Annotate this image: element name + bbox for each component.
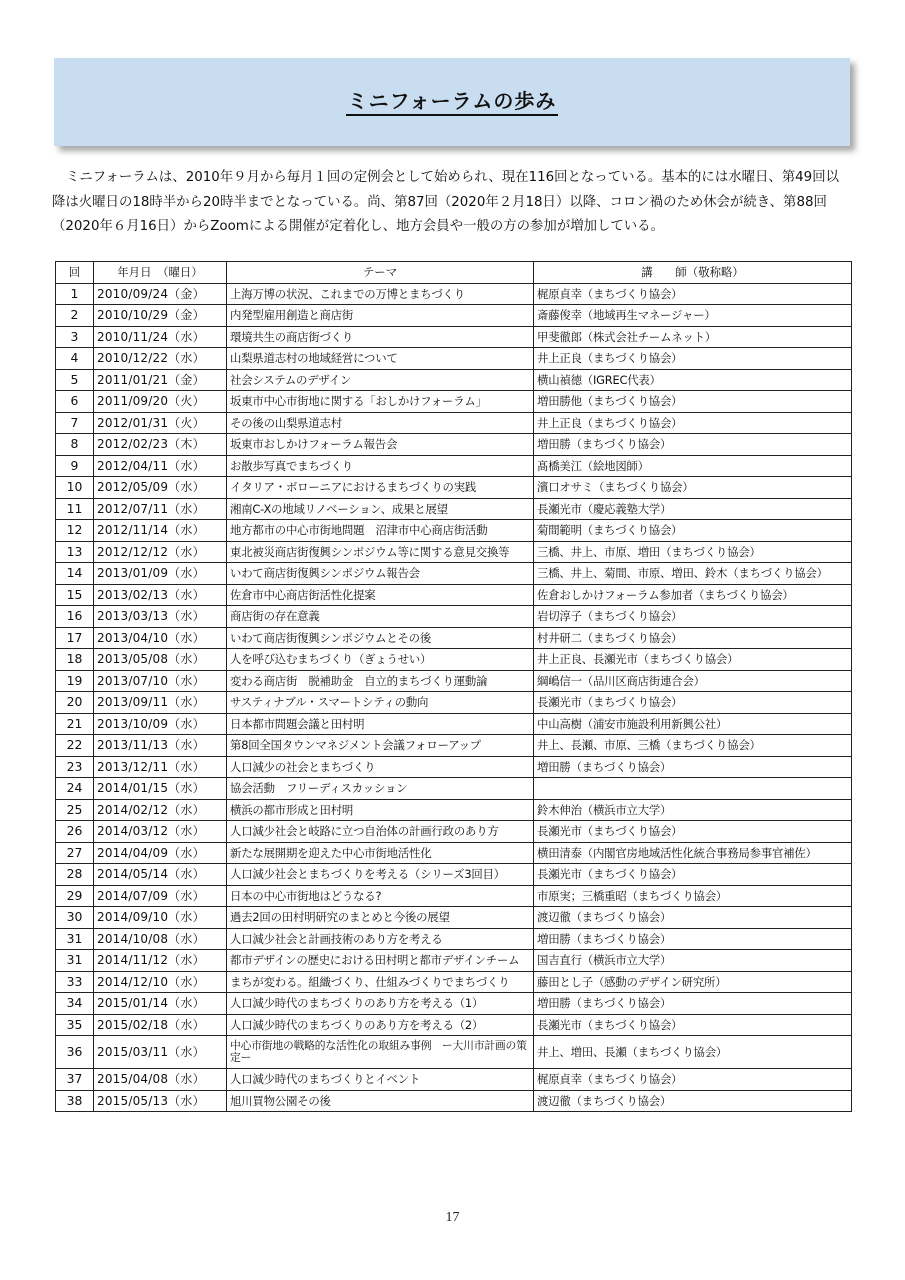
forum-history-table [55,261,852,1112]
cell-speaker: 井上正良（まちづくり協会） [534,412,852,434]
page-number: 17 [445,1210,460,1225]
table-row [56,993,852,1015]
table-row [56,821,852,843]
title-banner [54,58,850,146]
table-row [56,1069,852,1091]
table-row [56,434,852,456]
cell-speaker: 藤田とし子（感動のデザイン研究所） [534,971,852,993]
cell-theme: 人口減少社会と岐路に立つ自治体の計画行政のあり方 [227,821,534,843]
cell-theme: その後の山梨県道志村 [227,412,534,434]
cell-date: 2013/01/09（水） [94,563,227,585]
cell-date: 2013/05/08（水） [94,649,227,671]
cell-theme: 山梨県道志村の地域経営について [227,348,534,370]
cell-speaker: 市原実；三橋重昭（まちづくり協会） [534,885,852,907]
cell-speaker: 濱口オサミ（まちづくり協会） [534,477,852,499]
cell-theme: 社会システムのデザイン [227,369,534,391]
cell-date: 2014/03/12（水） [94,821,227,843]
table-row [56,520,852,542]
table-row [56,498,852,520]
cell-theme: イタリア・ボローニアにおけるまちづくりの実践 [227,477,534,499]
cell-date: 2010/10/29（金） [94,305,227,327]
cell-no: 26 [56,821,94,843]
cell-date: 2013/07/10（水） [94,670,227,692]
cell-theme: 人口減少の社会とまちづくり [227,756,534,778]
cell-theme: 人口減少時代のまちづくりのあり方を考える（2） [227,1014,534,1036]
table-row [56,563,852,585]
table-row [56,391,852,413]
cell-theme: 協会活動 フリーディスカッション [227,778,534,800]
header-speaker: 講 師（敬称略） [534,262,852,284]
cell-no: 21 [56,713,94,735]
cell-speaker: 増田勝（まちづくり協会） [534,756,852,778]
header-date: 年月日 （曜日） [94,262,227,284]
cell-theme: 横浜の都市形成と田村明 [227,799,534,821]
cell-theme: まちが変わる。組織づくり、仕組みづくりでまちづくり [227,971,534,993]
cell-no: 12 [56,520,94,542]
cell-theme: 佐倉市中心商店街活性化提案 [227,584,534,606]
cell-speaker: 井上、長瀬、市原、三橋（まちづくり協会） [534,735,852,757]
cell-no: 7 [56,412,94,434]
page-title: ミニフォーラムの歩み [346,89,559,116]
cell-theme: 日本の中心市街地はどうなる? [227,885,534,907]
table-row [56,907,852,929]
cell-speaker: 増田勝他（まちづくり協会） [534,391,852,413]
cell-no: 13 [56,541,94,563]
cell-date: 2012/04/11（水） [94,455,227,477]
table-row [56,670,852,692]
cell-date: 2010/12/22（水） [94,348,227,370]
cell-no: 34 [56,993,94,1015]
cell-date: 2011/09/20（火） [94,391,227,413]
table-row [56,692,852,714]
cell-speaker: 三橋、井上、菊間、市原、増田、鈴木（まちづくり協会） [534,563,852,585]
cell-speaker: 長瀬光市（まちづくり協会） [534,821,852,843]
cell-date: 2013/09/11（水） [94,692,227,714]
cell-date: 2013/03/13（水） [94,606,227,628]
cell-speaker: 長瀬光市（まちづくり協会） [534,1014,852,1036]
table-row [56,950,852,972]
cell-no: 14 [56,563,94,585]
cell-no: 2 [56,305,94,327]
cell-speaker: 井上正良（まちづくり協会） [534,348,852,370]
cell-theme: 新たな展開期を迎えた中心市街地活性化 [227,842,534,864]
table-row [56,713,852,735]
cell-date: 2014/04/09（水） [94,842,227,864]
cell-no: 29 [56,885,94,907]
cell-no: 30 [56,907,94,929]
cell-theme: 日本都市問題会議と田村明 [227,713,534,735]
cell-speaker: 国吉直行（横浜市立大学） [534,950,852,972]
cell-speaker: 長瀬光市（まちづくり協会） [534,864,852,886]
cell-theme: 過去2回の田村明研究のまとめと今後の展望 [227,907,534,929]
cell-no: 25 [56,799,94,821]
cell-theme: 商店街の存在意義 [227,606,534,628]
cell-date: 2013/04/10（水） [94,627,227,649]
cell-no: 6 [56,391,94,413]
cell-theme: 第8回全国タウンマネジメント会議フォローアップ [227,735,534,757]
table-row [56,283,852,305]
table-row [56,477,852,499]
cell-date: 2012/12/12（水） [94,541,227,563]
cell-theme: 中心市街地の戦略的な活性化の取組み事例 ー大川市計画の策定ー [227,1036,534,1069]
cell-speaker [534,778,852,800]
cell-speaker: 鈴木伸治（横浜市立大学） [534,799,852,821]
cell-speaker: 井上正良、長瀬光市（まちづくり協会） [534,649,852,671]
cell-theme: 上海万博の状況、これまでの万博とまちづくり [227,283,534,305]
cell-date: 2015/01/14（水） [94,993,227,1015]
table-row [56,584,852,606]
cell-theme: 人口減少時代のまちづくりのあり方を考える（1） [227,993,534,1015]
cell-speaker: 佐倉おしかけフォーラム参加者（まちづくり協会） [534,584,852,606]
cell-date: 2015/05/13（水） [94,1090,227,1112]
cell-date: 2012/05/09（水） [94,477,227,499]
cell-date: 2011/01/21（金） [94,369,227,391]
cell-no: 37 [56,1069,94,1091]
table-row [56,778,852,800]
table-row [56,541,852,563]
cell-no: 1 [56,283,94,305]
cell-theme: いわて商店街復興シンポジウム報告会 [227,563,534,585]
cell-speaker: 渡辺徹（まちづくり協会） [534,907,852,929]
cell-theme: 旭川買物公園その後 [227,1090,534,1112]
cell-date: 2012/11/14（水） [94,520,227,542]
cell-date: 2015/04/08（水） [94,1069,227,1091]
cell-speaker: 増田勝（まちづくり協会） [534,993,852,1015]
cell-no: 28 [56,864,94,886]
table-header-row [56,262,852,284]
table-row [56,1036,852,1069]
intro-text: ミニフォーラムは、2010年９月から毎月１回の定例会として始められ、現在116回となっている。基本的には水曜日、第49回以降は火曜日の18時半から20時半までとなっている。尚、第87回（2020年２月18日）以降、コロン禍のため休会が続き、第88回（2020年６月16日）からZoomによる開催が定着化し、地方会員や一般の方の参加が増加している。 [52,170,839,234]
cell-theme: サスティナブル・スマートシティの動向 [227,692,534,714]
cell-no: 22 [56,735,94,757]
cell-speaker: 菊間範明（まちづくり協会） [534,520,852,542]
cell-speaker: 斎藤俊幸（地域再生マネージャー） [534,305,852,327]
cell-no: 20 [56,692,94,714]
cell-no: 17 [56,627,94,649]
cell-speaker: 井上、増田、長瀬（まちづくり協会） [534,1036,852,1069]
table-row [56,1090,852,1112]
cell-date: 2014/02/12（水） [94,799,227,821]
cell-date: 2010/09/24（金） [94,283,227,305]
cell-speaker: 中山高樹（浦安市施設利用新興公社） [534,713,852,735]
cell-theme: 地方都市の中心市街地問題 沼津市中心商店街活動 [227,520,534,542]
cell-date: 2014/01/15（水） [94,778,227,800]
cell-speaker: 梶原貞幸（まちづくり協会） [534,1069,852,1091]
cell-theme: 東北被災商店街復興シンポジウム等に関する意見交換等 [227,541,534,563]
cell-no: 11 [56,498,94,520]
cell-no: 36 [56,1036,94,1069]
cell-date: 2013/11/13（水） [94,735,227,757]
cell-date: 2013/12/11（水） [94,756,227,778]
cell-date: 2012/07/11（水） [94,498,227,520]
cell-theme: 坂東市おしかけフォーラム報告会 [227,434,534,456]
table-row [56,348,852,370]
cell-theme: 湘南C-Xの地域リノベーション、成果と展望 [227,498,534,520]
cell-speaker: 甲斐徹郎（株式会社チームネット） [534,326,852,348]
cell-speaker: 増田勝（まちづくり協会） [534,434,852,456]
cell-speaker: 渡辺徹（まちづくり協会） [534,1090,852,1112]
cell-theme: 人口減少社会と計画技術のあり方を考える [227,928,534,950]
cell-speaker: 長瀬光市（まちづくり協会） [534,692,852,714]
cell-speaker: 横田清泰（内閣官房地域活性化統合事務局参事官補佐） [534,842,852,864]
table-row [56,369,852,391]
table-row [56,455,852,477]
cell-date: 2015/02/18（水） [94,1014,227,1036]
cell-no: 4 [56,348,94,370]
cell-theme: 人口減少社会とまちづくりを考える（シリーズ3回目） [227,864,534,886]
cell-theme: 変わる商店街 脱補助金 自立的まちづくり運動論 [227,670,534,692]
table-row [56,885,852,907]
cell-date: 2014/05/14（水） [94,864,227,886]
cell-speaker: 梶原貞幸（まちづくり協会） [534,283,852,305]
cell-date: 2015/03/11（水） [94,1036,227,1069]
header-theme: テーマ [227,262,534,284]
cell-no: 23 [56,756,94,778]
cell-no: 24 [56,778,94,800]
cell-date: 2014/09/10（水） [94,907,227,929]
cell-speaker: 三橋、井上、市原、増田（まちづくり協会） [534,541,852,563]
cell-date: 2012/01/31（火） [94,412,227,434]
cell-speaker: 髙橋美江（絵地図師） [534,455,852,477]
cell-no: 31 [56,950,94,972]
cell-date: 2013/10/09（水） [94,713,227,735]
intro-paragraph [52,166,852,240]
cell-no: 19 [56,670,94,692]
cell-no: 5 [56,369,94,391]
cell-speaker: 長瀬光市（慶応義塾大学） [534,498,852,520]
cell-no: 38 [56,1090,94,1112]
cell-date: 2010/11/24（水） [94,326,227,348]
cell-theme: いわて商店街復興シンポジウムとその後 [227,627,534,649]
cell-theme: 坂東市中心市街地に関する「おしかけフォーラム」 [227,391,534,413]
cell-no: 18 [56,649,94,671]
cell-date: 2012/02/23（木） [94,434,227,456]
cell-speaker: 横山禎徳（IGREC代表） [534,369,852,391]
cell-no: 15 [56,584,94,606]
cell-no: 31 [56,928,94,950]
table-row [56,799,852,821]
cell-theme: 人を呼び込むまちづくり（ぎょうせい） [227,649,534,671]
table-row [56,864,852,886]
table-row [56,1014,852,1036]
cell-date: 2014/07/09（水） [94,885,227,907]
table-row [56,412,852,434]
table-row [56,756,852,778]
cell-no: 3 [56,326,94,348]
cell-no: 35 [56,1014,94,1036]
table-row [56,305,852,327]
table-row [56,606,852,628]
cell-theme: 都市デザインの歴史における田村明と都市デザインチーム [227,950,534,972]
cell-no: 16 [56,606,94,628]
cell-speaker: 岩切淳子（まちづくり協会） [534,606,852,628]
cell-date: 2014/10/08（水） [94,928,227,950]
table-row [56,649,852,671]
cell-no: 9 [56,455,94,477]
cell-theme: お散歩写真でまちづくり [227,455,534,477]
table-row [56,627,852,649]
table-row [56,326,852,348]
cell-theme: 内発型雇用創造と商店街 [227,305,534,327]
table-row [56,928,852,950]
cell-speaker: 増田勝（まちづくり協会） [534,928,852,950]
cell-no: 10 [56,477,94,499]
cell-speaker: 村井研二（まちづくり協会） [534,627,852,649]
cell-date: 2014/12/10（水） [94,971,227,993]
cell-no: 8 [56,434,94,456]
cell-date: 2013/02/13（水） [94,584,227,606]
cell-date: 2014/11/12（水） [94,950,227,972]
table-row [56,735,852,757]
cell-speaker: 綱嶋信一（品川区商店街連合会） [534,670,852,692]
cell-no: 33 [56,971,94,993]
table-row [56,971,852,993]
cell-theme: 人口減少時代のまちづくりとイベント [227,1069,534,1091]
table-row [56,842,852,864]
header-no: 回 [56,262,94,284]
cell-no: 27 [56,842,94,864]
cell-theme: 環境共生の商店街づくり [227,326,534,348]
